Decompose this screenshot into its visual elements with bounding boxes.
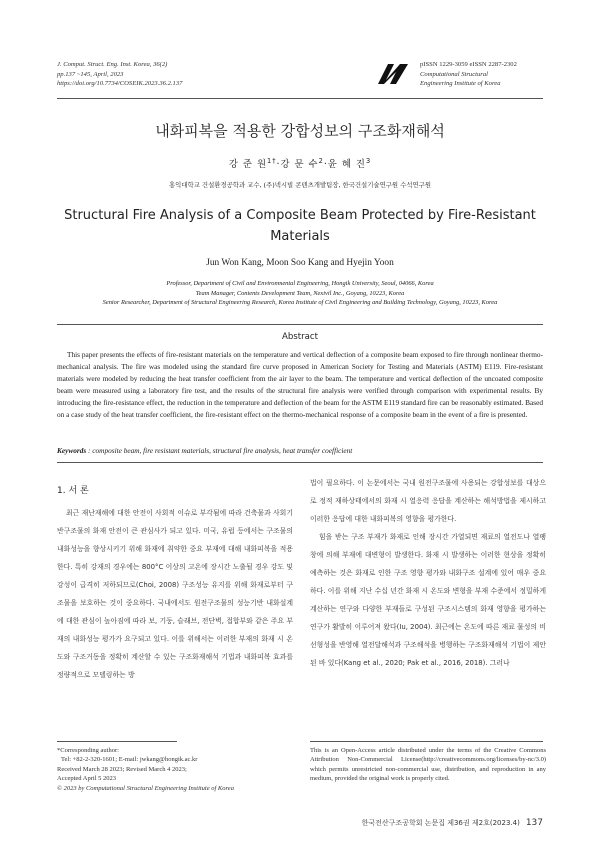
affiliation-1: Professor, Department of Civil and Environmental Engineering, Hongik University, Seoul, 04066, Korea [166, 280, 434, 287]
note-line: Tel: +82-2-320-1601; E-mail: jwkang@hongik.ac.kr [61, 756, 198, 764]
keywords [57, 446, 543, 455]
footer-journal: 한국전산구조공학회 논문집 제36권 제2호(2023.4) [361, 819, 520, 827]
body-right-column [310, 474, 546, 672]
abstract-text: This paper presents the effects of fire-resistant materials on the temperature and vertical deflection of a composite beam exposed to fire through nonlinear thermo-mechanical analysis. The fire was modeled using the standard fire curve proposed in American Society for Testing and Materials (ASTM) E119. Fire-resistant materials were modeled by reducing the heat transfer coefficient from the air layer to the beam. The temperature and vertical deflection of the uncoated composite beam were measured using a laboratory fire test, and the results of the structural fire analysis were verified through comparison with experimental results. By introducing the fire-resistance effect, the reduction in the temperature and deflection of the beam for the ASTM E119 standard fire can be reasonably estimated. Based on a case study of the heat transfer coefficient, the fire-resistant effect on the thermo-mechanical response of a composite beam in the event of a fire is presented. [57, 350, 543, 419]
paragraph: 법이 필요하다. 이 논문에서는 국내 원전구조물에 사용되는 강합성보를 대상으로 정적 재하상태에서의 화재 시 열응력 응답을 계산하는 해석방법을 제시하고 이러한 응답에 대한 내화피복의 영향을 평가한다. [310, 479, 546, 523]
footnotes [57, 746, 293, 793]
publisher-line: Engineering Institute of Korea [420, 80, 501, 88]
journal-citation [57, 60, 287, 89]
affiliation-2: Team Manager, Contents Development Team, Nexivil Inc., Goyang, 10223, Korea [195, 289, 405, 297]
section-heading: 1. 서 론 [57, 486, 89, 496]
oa-rule [310, 741, 543, 742]
keywords-label: Keywords [57, 446, 87, 455]
note-line: *Corresponding author: [57, 747, 119, 754]
open-access-notice: This is an Open-Access article distributed under the terms of the Creative Commons Attribution Non-Commercial License(http://creativecommons.org/licenses/by-nc/3.0) which permits unrestricted non-commercial use, distribution, and reproduction in any medium, provided the original work is properly cited. [310, 747, 546, 783]
note-line: Accepted April 5 2023 [57, 775, 117, 783]
korean-title: 내화피복을 적용한 강합성보의 구조화재해석 [155, 122, 445, 140]
english-authors: Jun Won Kang, Moon Soo Kang and Hyejin Yoon [206, 258, 394, 268]
note-line: Received March 28 2023; Revised March 4 2023; [57, 765, 187, 773]
paragraph: 최근 재난재해에 대한 안전이 사회적 이슈로 부각됨에 따라 건축물과 사회기반구조물의 화재 안전이 큰 관심사가 되고 있다. 미국, 유럽 등에서는 구조물의 내화성능을 향상시키기 위해 화재에 취약한 중요 부재에 대해 내화피복을 적용한다. 특히 강재의 경우에는 800°C 이상의 고온에 장시간 노출될 경우 강도 및 강성이 급격히 저하되므로(Choi, 2008) 구조성능 유지를 위해 화재로부터 구조물을 보호하는 것이 중요하다. 국내에서도 원전구조물의 성능기반 내화설계에 대한 관심이 높아짐에 따라 보, 기둥, 슬래브, 전단벽, 접합부와 같은 주요 부재의 내화성능 평가가 요구되고 있다. 이를 위해서는 이러한 부재의 화재 시 온도와 구조거동을 정확히 계산할 수 있는 구조화재해석 기법과 내화피복 효과를 정량적으로 모델링하는 방 [57, 509, 293, 679]
doi-link[interactable]: https://doi.org/10.7734/COSEIK.2023.36.2.137 [57, 80, 183, 88]
publisher-line: Computational Structural [420, 70, 488, 78]
note-line: © 2023 by Computational Structural Engineering Institute of Korea [57, 784, 234, 792]
keywords-text: : composite beam, fire resistant materials, structural fire analysis, heat transfer coefficient [88, 446, 353, 455]
page-number: 137 [525, 818, 543, 828]
header-rule [57, 98, 543, 99]
footnote-rule [57, 741, 177, 742]
english-title: Structural Fire Analysis of a Composite Beam Protected by Fire-Resistant Materials [64, 208, 536, 244]
citation-line: pp.137 ~145, April, 2023 [57, 70, 124, 78]
citation-line: J. Comput. Struct. Eng. Inst. Korea, 36(2) [57, 61, 168, 68]
korean-affiliation: 홍익대학교 건설환경공학과 교수, (주)넥시빌 콘텐츠개발팀장, 한국건설기술연구원 수석연구원 [169, 181, 431, 189]
journal-issn [420, 60, 570, 89]
abstract-top-rule [57, 324, 543, 325]
body-left-column [57, 504, 293, 684]
english-affiliations [40, 279, 560, 308]
journal-logo-icon [376, 62, 410, 86]
korean-authors: 강 준 원$^{1\dagger}$·강 문 수$^2$·윤 혜 진$^3$ [228, 156, 372, 170]
abstract-heading: Abstract [281, 332, 319, 342]
affiliation-3: Senior Researcher, Department of Structural Engineering Research, Korea Institute of Civil Engineering and Building Technology, Goyang, 10223, Korea [102, 299, 498, 307]
paragraph: 힘을 받는 구조 부재가 화재로 인해 장시간 가열되면 재료의 열전도나 열팽창에 의해 부재에 대변형이 발생한다. 화재 시 발생하는 이러한 현상을 정확히 예측하는 것은 화재로 인한 구조 영향 평가와 내화구조 설계에 있어 매우 중요하다. 이를 위해 지난 수십 년간 화재 시 온도와 변형을 부재 수준에서 정밀하게 계산하는 연구와 다양한 부재들로 구성된 구조시스템의 화재 영향을 평가하는 연구가 활발히 이루어져 왔다(Iu, 2004). 최근에는 온도에 따른 재료 물성의 비선형성을 반영해 열전달해석과 구조해석을 병행하는 구조화재해석 기법이 제안된 바 있다(Kang et al., 2020; Pak et al., 2016, 2018). 그러나 [310, 533, 546, 667]
keywords-rule [57, 462, 543, 463]
page-footer [362, 818, 543, 828]
issn-line: pISSN 1229-3059 eISSN 2287-2302 [420, 61, 517, 68]
